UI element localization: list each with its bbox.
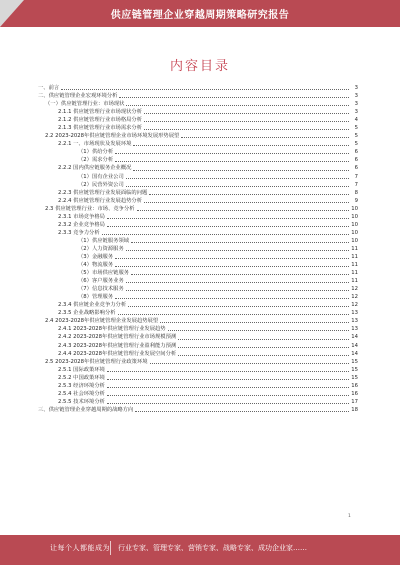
toc-leader-dots [119,97,349,98]
toc-leader-dots [115,153,349,154]
toc-entry-page: 10 [351,221,358,228]
toc-entry[interactable] [38,398,358,406]
toc-entry-page: 15 [351,366,358,373]
toc-leader-dots [126,250,349,251]
toc-entry[interactable] [38,301,358,309]
toc-leader-dots [118,314,349,315]
toc-leader-dots [149,194,349,195]
toc-entry-text: （1）国有企业公司 [78,173,124,180]
toc-entry-page: 4 [354,117,358,124]
toc-leader-dots [178,339,349,340]
toc-entry[interactable] [38,221,358,229]
toc-entry-text: （4）物流服务 [78,262,114,269]
toc-entry[interactable] [38,132,358,140]
toc-entry[interactable] [38,350,358,358]
toc-leader-dots [115,258,349,259]
toc-entry-text: 2.4.4 2023-2028年供应链管理行业发展空间分析 [58,350,177,357]
toc-entry-text: 2.1.1 供应链管理行业市场现状分析 [58,109,143,116]
toc-entry[interactable] [38,229,358,237]
toc-entry-page: 13 [351,318,358,325]
toc-entry[interactable] [38,245,358,253]
toc-entry-text: 2.5.3 经济环境分析 [58,382,105,389]
toc-entry[interactable] [38,124,358,132]
toc-entry[interactable] [38,156,358,164]
toc-entry-page: 13 [351,310,358,317]
toc-entry-text: 2.4.1 2023-2028年供应链管理行业发展趋势 [58,326,166,333]
toc-entry-text: 2.5 2023-2028年供应链管理行业政策环境 [45,358,148,365]
toc-entry[interactable] [38,197,358,205]
toc-entry[interactable] [38,92,358,100]
toc-entry-page: 14 [351,334,358,341]
toc-entry[interactable] [38,325,358,333]
toc-leader-dots [115,266,349,267]
toc-entry-text: 2.3.5 企业战略影响分析 [58,310,116,317]
toc-leader-dots [144,113,349,114]
toc-entry-page: 17 [351,398,358,405]
toc-entry-page: 11 [351,253,358,260]
toc-leader-dots [115,298,349,299]
toc-entry[interactable] [38,164,358,172]
toc-entry-page: 7 [354,181,358,188]
toc-entry[interactable] [38,406,358,414]
toc-entry-page: 10 [351,237,358,244]
toc-leader-dots [178,355,349,356]
toc-entry[interactable] [38,100,358,108]
toc-entry-text: 2.5.1 国际政策环境 [58,366,105,373]
toc-entry-text: （1）供给分析 [78,149,114,156]
toc-entry[interactable] [38,181,358,189]
toc-entry-text: 2.5.4 社会环境分析 [58,390,105,397]
toc-entry-text: 2.4.3 2023-2028年供应链管理行业盈利能力预测 [58,342,177,349]
toc-entry[interactable] [38,173,358,181]
toc-entry-text: 2.3.4 供应链企业竞争力分析 [58,302,127,309]
toc-entry[interactable] [38,205,358,213]
toc-entry-page: 11 [351,245,358,252]
toc-entry-text: 2.3.3 竞争力分析 [58,229,100,236]
toc-entry[interactable] [38,148,358,156]
toc-entry-text: 2.3 供应链管理行业：市场、竞争分析 [45,205,135,212]
toc-leader-dots [126,282,349,283]
toc-leader-dots [61,89,349,90]
toc-leader-dots [107,387,349,388]
toc-entry[interactable] [38,374,358,382]
toc-entry-text: （8）管理服务 [78,294,114,301]
toc-entry-text: 2.2.4 供应链管理行业发展趋势分析 [58,197,143,204]
toc-leader-dots [131,274,349,275]
toc-entry[interactable] [38,108,358,116]
toc-entry-text: 2.2 2023-2028年供应链管理企业市场环境发展形势展望 [45,133,180,140]
toc-entry[interactable] [38,269,358,277]
toc-entry-page: 5 [354,133,358,140]
toc-entry-page: 15 [351,374,358,381]
toc-leader-dots [178,347,349,348]
toc-entry[interactable] [38,285,358,293]
toc-entry[interactable] [38,382,358,390]
toc-entry-text: 一、前言 [38,85,60,91]
document-header-title: 供应链管理企业穿越周期策略研究报告 [110,10,290,21]
toc-entry-page: 16 [351,390,358,397]
footer-separator [110,541,111,555]
toc-entry-page: 5 [354,125,358,132]
toc-entry-text: 2.3.2 企业竞争格局 [58,221,105,228]
toc-leader-dots [126,290,349,291]
toc-entry[interactable] [38,358,358,366]
toc-entry-page: 8 [354,189,358,196]
toc-entry-page: 6 [354,149,358,156]
toc-leader-dots [126,186,349,187]
toc-entry-text: 2.4.2 2023-2028年供应链管理行业市场规模预测 [58,334,177,341]
toc-entry[interactable] [38,366,358,374]
toc-entry-page: 9 [354,197,358,204]
toc-leader-dots [107,379,349,380]
toc-leader-dots [144,129,349,130]
toc-entry[interactable] [38,317,358,325]
toc-leader-dots [181,137,349,138]
toc-entry-text: 2.2.2 国内供应链服务企业概况 [58,165,132,172]
footer-slogan-right: 行业专家、管理专家、营销专家、战略专家、成功企业家…… [118,544,307,552]
page-number: 1 [348,514,351,519]
toc-entry-page: 3 [354,93,358,100]
toc-leader-dots [126,178,349,179]
toc-entry[interactable] [38,84,358,92]
toc-entry-text: 三、供应链管理企业穿越周期的战略方向 [38,406,134,413]
toc-entry-text: （2）人力资源服务 [78,245,124,252]
toc-entry-text: 2.5.2 中国政策环境 [58,374,105,381]
toc-leader-dots [107,226,349,227]
toc-entry-text: （一）供应链管理行业：市场现状 [45,101,125,108]
toc-leader-dots [133,145,349,146]
toc-entry-page: 13 [351,326,358,333]
toc-entry-text: （2）需求分析 [78,157,114,164]
toc-entry-text: 二、供应链管理企业宏观环境分析 [38,93,118,100]
toc-leader-dots [128,306,349,307]
toc-entry-page: 15 [351,358,358,365]
toc-entry-page: 11 [351,262,358,269]
toc-leader-dots [160,322,349,323]
toc-entry[interactable] [38,390,358,398]
toc-entry-page: 11 [351,270,358,277]
toc-leader-dots [150,363,349,364]
toc-leader-dots [107,218,349,219]
toc-leader-dots [144,202,349,203]
toc-entry-text: 2.1.3 供应链管理行业市场需求分析 [58,125,143,132]
toc-entry-text: 2.2.3 供应链管理行业发展面临的问题 [58,189,148,196]
footer-slogan-left: 让每个人都能成为 [50,544,110,552]
toc-entry-text: （7）信息技术服务 [78,286,124,293]
toc-leader-dots [107,371,349,372]
toc-entry-page: 7 [354,173,358,180]
toc-leader-dots [131,242,349,243]
toc-entry-text: （3）金融服务 [78,253,114,260]
toc-entry-text: 2.5.5 技术环境分析 [58,398,105,405]
toc-entry-page: 12 [351,286,358,293]
toc-entry-page: 5 [354,141,358,148]
toc-leader-dots [107,395,349,396]
toc-entry-page: 10 [351,229,358,236]
toc-entry-text: （5）市场供应链服务 [78,270,130,277]
toc-entry-page: 12 [351,302,358,309]
toc-leader-dots [135,411,349,412]
toc-entry[interactable] [38,140,358,148]
toc-entry-text: （6）客户服务业务 [78,278,124,285]
toc-entry-page: 14 [351,342,358,349]
toc-leader-dots [168,330,349,331]
toc-entry-page: 18 [351,406,358,413]
toc-entry-text: 2.2.1 一、市场现状及发展环境 [58,141,132,148]
toc-entry[interactable] [38,293,358,301]
toc-leader-dots [144,121,349,122]
toc-entry-page: 3 [354,85,358,91]
toc-entry-text: 2.3.1 市场竞争格局 [58,213,105,220]
toc-entry[interactable] [38,253,358,261]
toc-entry-page: 14 [351,350,358,357]
toc-entry[interactable] [38,116,358,124]
toc-entry-page: 10 [351,205,358,212]
toc-leader-dots [133,170,349,171]
toc-entry[interactable] [38,213,358,221]
toc-entry-text: 2.1.2 供应链管理行业市场格局分析 [58,117,143,124]
toc-leader-dots [102,234,349,235]
toc-entry-text: （1）供应链服务领域 [78,237,130,244]
toc-leader-dots [115,161,349,162]
toc-entry-page: 16 [351,382,358,389]
toc-entry[interactable] [38,189,358,197]
toc-entry-page: 3 [354,109,358,116]
toc-leader-dots [107,403,349,404]
toc-title: 内容目录 [169,59,230,74]
toc-entry-page: 6 [354,157,358,164]
toc-entry[interactable] [38,261,358,269]
toc-entry[interactable] [38,333,358,341]
toc-entry-page: 6 [354,165,358,172]
toc-entry-text: 2.4 2023-2028年供应链管理企业发展趋势展望 [45,318,159,325]
toc-leader-dots [137,210,349,211]
toc-entry[interactable] [38,237,358,245]
toc-entry[interactable] [38,277,358,285]
toc-entry[interactable] [38,342,358,350]
toc-entry-text: （2）民营外资公司 [78,181,124,188]
toc-entry-page: 3 [354,101,358,108]
toc-entry-page: 12 [351,294,358,301]
table-of-contents [38,84,358,414]
toc-entry[interactable] [38,309,358,317]
toc-leader-dots [126,105,349,106]
toc-entry-page: 10 [351,213,358,220]
toc-entry-page: 11 [351,278,358,285]
